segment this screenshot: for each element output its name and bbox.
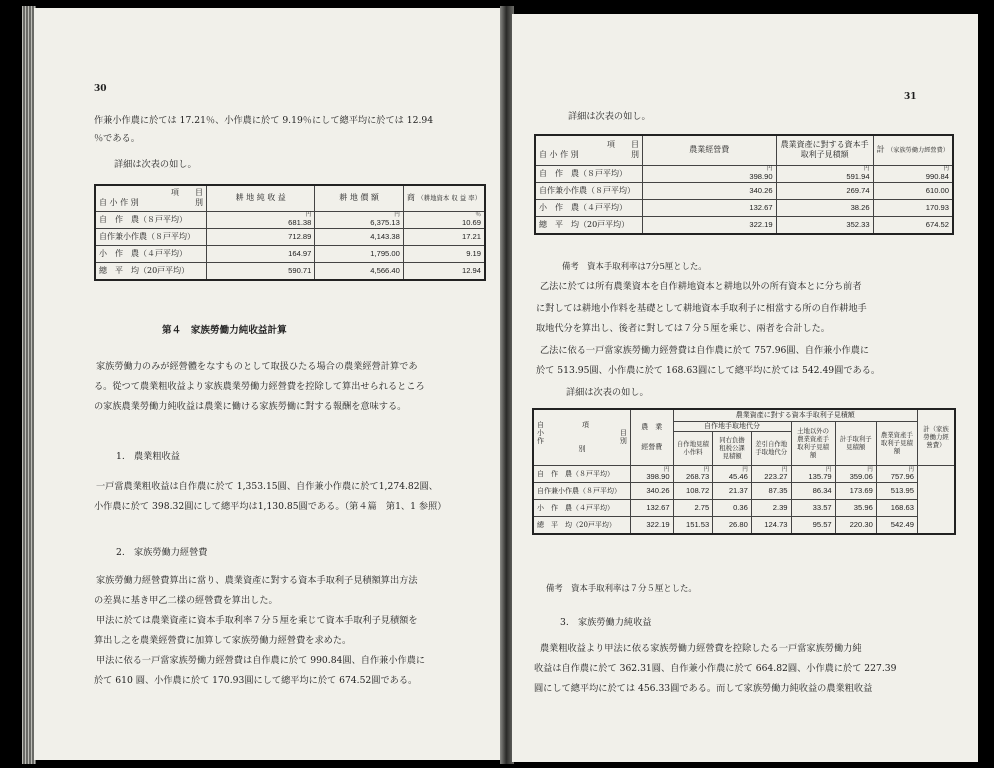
table-corner-cell — [535, 135, 643, 165]
row-label: 小 作 農（４戸平均） — [533, 499, 630, 516]
paragraph-line: 甲法に依る一戸當家族勞働力經營費は自作農に於て 990.84圓、自作兼小作農に — [96, 655, 426, 666]
cell: 132.67 — [643, 199, 777, 216]
cell: 円 681.38 — [207, 211, 315, 228]
cell: 269.74 — [776, 182, 873, 199]
table-intro: 詳細は次表の如し。 — [566, 387, 649, 398]
section-title: 第４ 家族勞働力純收益計算 — [162, 325, 287, 336]
header-c4: 土地以外の農業資產手取利子見積額 — [791, 421, 835, 465]
paragraph-line: 農業粗收益より甲法に依る家族勞働力經營費を控除したる一戸當家族勞働力純 — [540, 643, 862, 654]
cell: 542.49 — [876, 516, 917, 534]
row-label: 總 平 均（20戸平均） — [95, 262, 207, 280]
cell: 108.72 — [673, 482, 713, 499]
cell: 151.53 — [673, 516, 713, 534]
header-item-right: 別 — [631, 150, 639, 160]
header-col2: 耕 地 價 額 — [315, 185, 403, 211]
table-row — [95, 228, 485, 245]
header-col3-prefix: 商 — [406, 193, 415, 203]
subsection-title: 2. 家族勞働力經營費 — [116, 547, 208, 558]
cell: 513.95 — [876, 482, 917, 499]
cell: 124.73 — [751, 516, 791, 534]
paragraph-line: の家族農業勞働力純收益は農業に働ける家族勞働に對する報酬を意味する。 — [94, 401, 407, 412]
cell: 21.37 — [713, 482, 752, 499]
header-c5: 計手取利子見積額 — [835, 421, 876, 465]
paragraph-line: 小作農に於て 398.32圓にして總平均は1,130.85圓である。（第４篇 第1、1 参照） — [94, 501, 447, 512]
paragraph-line: の差異に基き甲乙二樣の經營費を算出した。 — [94, 595, 278, 606]
table-row — [533, 465, 955, 482]
table-otsu-method — [532, 408, 956, 535]
cell: 352.33 — [776, 216, 873, 234]
table-intro: 詳細は次表の如し。 — [568, 111, 651, 122]
table-row — [535, 165, 953, 182]
subsection-title: 3. 家族勞働力純收益 — [560, 617, 652, 628]
paragraph-line: 乙法に依る一戸當家族勞働力經營費は自作農に於て 757.96圓、自作兼小作農に — [540, 345, 870, 356]
paragraph-line: 甲法に於ては農業資產に資本手取利率７分５厘を乘じて資本手取利子見積額を — [96, 615, 418, 626]
cell: 674.52 — [873, 216, 953, 234]
table-row — [533, 482, 955, 499]
row-label: 小 作 農（４戸平均） — [95, 245, 207, 262]
cell: 164.97 — [207, 245, 315, 262]
row-label: 自作兼小作農（８戸平均） — [533, 482, 630, 499]
table-corner-cell: 自 項 小 目 作 別 別 — [533, 409, 630, 465]
table-row — [533, 499, 955, 516]
row-label: 總 平 均（20戸平均） — [535, 216, 643, 234]
right-page — [512, 14, 978, 762]
table-intro: 詳細は次表の如し。 — [114, 159, 197, 170]
cell: 9.19 — [403, 245, 485, 262]
cell: 円 591.94 — [776, 165, 873, 182]
cell: 132.67 — [630, 499, 673, 516]
header-c6: 農業資產手取利子見積額 — [876, 421, 917, 465]
row-label: 自 作 農（８戸平均） — [533, 465, 630, 482]
cell: 円 45.46 — [713, 465, 752, 482]
cell: 円 359.06 — [835, 465, 876, 482]
cell: 86.34 — [791, 482, 835, 499]
subsection-title: 1. 農業粗收益 — [116, 451, 180, 462]
cell: 95.57 — [791, 516, 835, 534]
cell: 322.19 — [630, 516, 673, 534]
row-label: 自 作 農（８戸平均） — [95, 211, 207, 228]
row-label: 自 作 農（８戸平均） — [535, 165, 643, 182]
paragraph-line: 於て 513.95圓、小作農に於て 168.63圓にして總平均に於ては 542.49圓である。 — [536, 365, 881, 376]
cell: 円 268.73 — [673, 465, 713, 482]
table-row — [535, 182, 953, 199]
page-number: 30 — [94, 84, 107, 94]
cell: 87.35 — [751, 482, 791, 499]
table-note: 備考 資本手取利率は７分５厘とした。 — [546, 583, 697, 593]
header-farm-cost: 農 業 經營費 — [630, 409, 673, 465]
paragraph-line: 於て 610 圓、小作農に於て 170.93圓にして總平均に於て 674.52圓である。 — [94, 675, 418, 686]
header-item-left: 自 小 作 別 — [539, 150, 579, 160]
cell: 712.89 — [207, 228, 315, 245]
table-land-return — [94, 184, 486, 281]
header-c2: 同右負擔租税公課見積額 — [713, 431, 752, 465]
header-subgroup: 自作地手取地代分 — [673, 421, 791, 431]
intro-line: ％である。 — [94, 133, 140, 144]
table-row — [95, 262, 485, 280]
row-label: 自作兼小作農（８戸平均） — [535, 182, 643, 199]
cell: 2.39 — [751, 499, 791, 516]
row-label: 總 平 均（20戸平均） — [533, 516, 630, 534]
cell: 168.63 — [876, 499, 917, 516]
header-col2: 農業資產に對する資本手取利子見積額 — [776, 135, 873, 165]
page-number: 31 — [904, 92, 917, 102]
cell: 33.57 — [791, 499, 835, 516]
paragraph-line: 取地代分を算出し、後者に對しては７分５厘を乘じ、兩者を合計した。 — [536, 323, 830, 334]
cell: 円 398.90 — [643, 165, 777, 182]
paragraph-line: 一戸當農業粗收益は自作農に於て 1,353.15圓、自作兼小作農に於て1,274.82圓、 — [96, 481, 438, 492]
cell: 2.75 — [673, 499, 713, 516]
intro-line: 作兼小作農に於ては 17.21％、小作農に於て 9.19％にして總平均に於ては 12.94 — [94, 115, 434, 126]
cell: 610.00 — [873, 182, 953, 199]
header-col1: 農業經營費 — [643, 135, 777, 165]
cell: ％ 10.69 — [403, 211, 485, 228]
cell: 円 757.96 — [876, 465, 917, 482]
header-total: 計（家族勞働力經營費） — [917, 409, 955, 465]
paragraph-line: 收益は自作農に於て 362.31圓、自作兼小作農に於て 664.82圓、小作農に於て 227.39 — [534, 663, 897, 674]
row-label: 自作兼小作農（８戸平均） — [95, 228, 207, 245]
header-col3 — [403, 185, 485, 211]
cell: 円 135.79 — [791, 465, 835, 482]
cell: 1,795.00 — [315, 245, 403, 262]
paragraph-line: に對しては耕地小作料を基礎として耕地資本手取利子に相當する所の自作耕地手 — [536, 303, 867, 314]
header-col3-paren: （耕地資本 収 益 率） — [417, 194, 481, 203]
cell: 173.69 — [835, 482, 876, 499]
cell: 12.94 — [403, 262, 485, 280]
header-item-right: 別 — [195, 198, 203, 208]
table-row — [95, 245, 485, 262]
cell: 340.26 — [643, 182, 777, 199]
cell: 26.80 — [713, 516, 752, 534]
cell: 円 398.90 — [630, 465, 673, 482]
table-row — [535, 216, 953, 234]
cell: 322.19 — [643, 216, 777, 234]
cell: 17.21 — [403, 228, 485, 245]
cell: 4,143.38 — [315, 228, 403, 245]
table-row — [95, 211, 485, 228]
header-col1: 耕 地 純 收 益 — [207, 185, 315, 211]
cell: 590.71 — [207, 262, 315, 280]
cell: 220.30 — [835, 516, 876, 534]
cell: 35.96 — [835, 499, 876, 516]
left-page — [34, 8, 502, 760]
paragraph-line: 乙法に於ては所有農業資本を自作耕地資本と耕地以外の所有資本とに分ち前者 — [540, 281, 862, 292]
header-item: 項 目 — [607, 140, 639, 150]
header-c1: 自作地見積小作料 — [673, 431, 713, 465]
row-label: 小 作 農（４戸平均） — [535, 199, 643, 216]
table-family-labour-cost — [534, 134, 954, 235]
table-note: 備考 資本手取利率は7分5厘とした。 — [562, 261, 707, 271]
paragraph-line: る。從つて農業粗收益より家族農業勞働力經營費を控除して算出せられるところ — [94, 381, 425, 392]
cell: 38.26 — [776, 199, 873, 216]
cell: 0.36 — [713, 499, 752, 516]
table-row — [533, 516, 955, 534]
cell: 170.93 — [873, 199, 953, 216]
paragraph-line: 圓にして總平均に於ては 456.33圓である。而して家族勞働力純收益の農業粗收益 — [534, 683, 873, 694]
paragraph-line: 家族勞働力のみが經營體をなすものとして取扱ひたる場合の農業經營計算であ — [96, 361, 418, 372]
cell: 円 223.27 — [751, 465, 791, 482]
header-c3: 差引自作地手取地代分 — [751, 431, 791, 465]
table-corner-cell — [95, 185, 207, 211]
header-item-left: 自 小 作 別 — [99, 198, 139, 208]
table-row — [535, 199, 953, 216]
paragraph-line: 算出し之を農業經營費に加算して家族勞働力經營費を求めた。 — [94, 635, 352, 646]
cell: 円 6,375.13 — [315, 211, 403, 228]
header-item: 項 目 — [171, 188, 203, 198]
cell: 円 990.84 — [873, 165, 953, 182]
cell: 4,566.40 — [315, 262, 403, 280]
cell: 340.26 — [630, 482, 673, 499]
paragraph-line: 家族勞働力經營費算出に當り、農業資產に對する資本手取利子見積額算出方法 — [96, 575, 418, 586]
header-col4: （家族勞働力經營費） — [887, 146, 949, 154]
header-group: 農業資產に對する資本手取利子見積額 — [673, 409, 917, 421]
header-col3: 計 （家族勞働力經營費） — [873, 135, 953, 165]
